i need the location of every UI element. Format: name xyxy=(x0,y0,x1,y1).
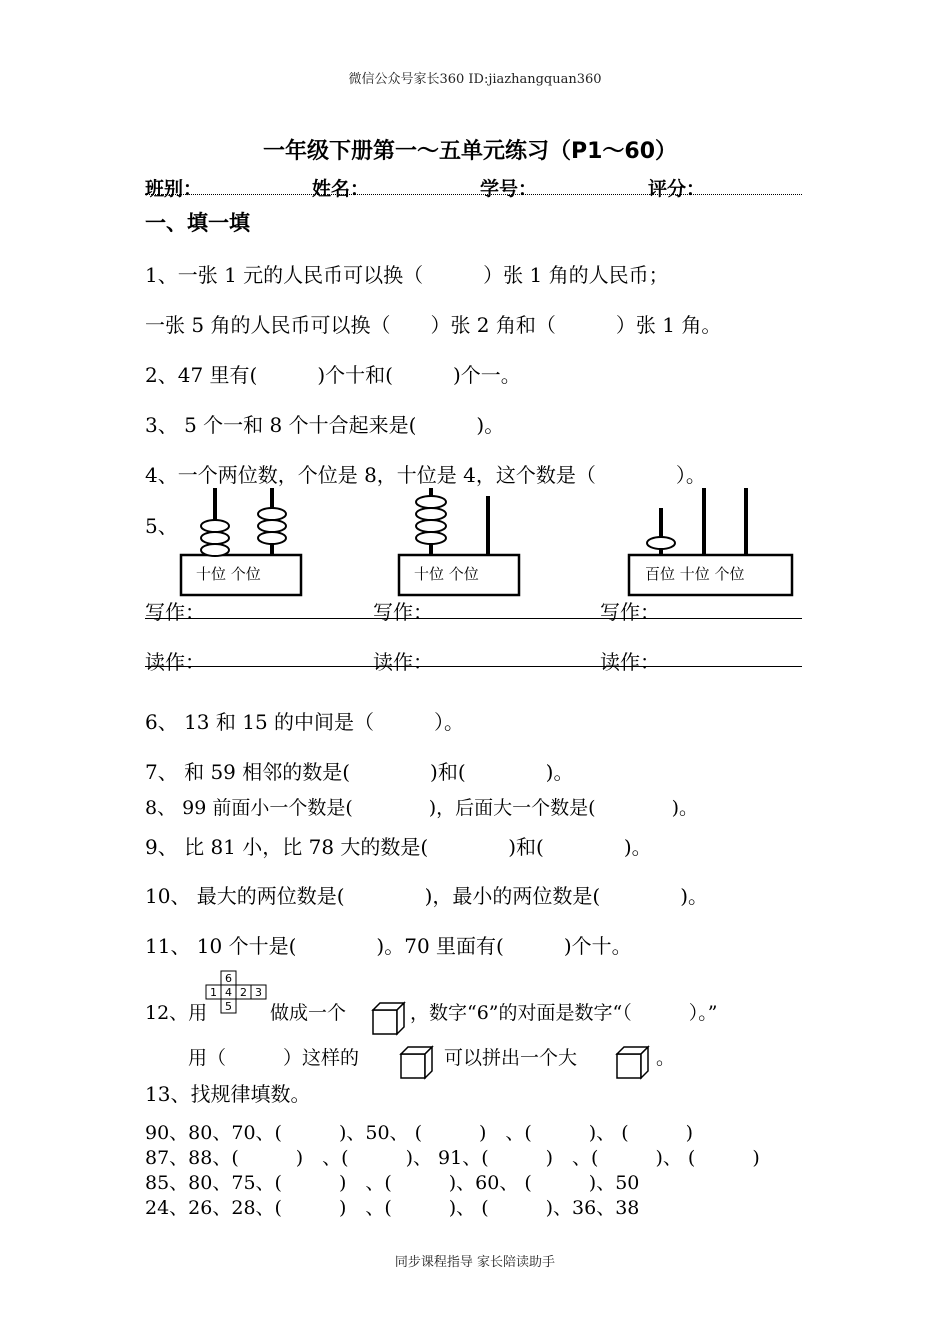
read-label-2: 读作： xyxy=(373,650,433,674)
header-underline xyxy=(145,194,802,195)
question-5-label: 5、 xyxy=(145,514,178,538)
question-4: 4、一个两位数，个位是 8，十位是 4，这个数是（ ）。 xyxy=(145,463,706,487)
abacus-1-label: 十位 个位 xyxy=(196,565,261,583)
net-digit-1: 1 xyxy=(210,986,217,999)
question-12b-part-b: 可以拼出一个大 xyxy=(444,1047,578,1069)
abacus-2-label: 十位 个位 xyxy=(414,565,479,583)
question-12-prefix: 12、用 xyxy=(145,1002,208,1024)
net-digit-4: 3 xyxy=(255,986,262,999)
write-label-2: 写作： xyxy=(373,600,433,624)
write-label-1: 写作： xyxy=(145,600,205,624)
sequence-1: 90、80、70、( )、50、 ( ) 、( )、 ( ) xyxy=(145,1122,694,1144)
read-label-3: 读作： xyxy=(600,650,660,674)
student-number-label: 学号： xyxy=(480,178,538,200)
question-10: 10、 最大的两位数是( )，最小的两位数是( )。 xyxy=(145,884,709,908)
section-heading: 一、填一填 xyxy=(145,211,250,235)
write-label-3: 写作： xyxy=(600,600,660,624)
question-8: 8、 99 前面小一个数是( )，后面大一个数是( )。 xyxy=(145,797,698,819)
watermark-bottom: 同步课程指导 家长陪读助手 xyxy=(394,1255,556,1270)
sequence-4: 24、26、28、( ) 、( )、 ( )、36、38 xyxy=(145,1197,640,1219)
sequence-3: 85、80、75、( ) 、( )、60、 ( )、50 xyxy=(145,1172,640,1194)
question-12-mid: 做成一个 xyxy=(270,1002,347,1024)
big-cube-icon xyxy=(616,1046,650,1080)
question-9: 9、 比 81 小，比 78 大的数是( )和( )。 xyxy=(145,835,652,859)
question-11: 11、 10 个十是( )。70 里面有( )个十。 xyxy=(145,934,632,958)
watermark-top: 微信公众号家长360 ID:jiazhangquan360 xyxy=(348,72,602,87)
cube-net-diagram xyxy=(205,970,267,1016)
question-7: 7、 和 59 相邻的数是( )和( )。 xyxy=(145,760,574,784)
class-field-label: 班别： xyxy=(145,178,203,200)
net-digit-2: 4 xyxy=(225,986,232,999)
question-13: 13、找规律填数。 xyxy=(145,1082,311,1106)
question-1-line-2: 一张 5 角的人民币可以换（ ）张 2 角和（ ）张 1 角。 xyxy=(145,313,722,337)
page-title: 一年级下册第一～五单元练习（P1～60） xyxy=(262,139,678,164)
sequence-2: 87、88、( ) 、( )、 91、( ) 、( )、 ( ) xyxy=(145,1147,760,1169)
question-12b-part-c: 。 xyxy=(656,1047,676,1069)
write-line xyxy=(145,618,802,619)
small-cube-icon xyxy=(400,1046,434,1080)
question-12b-part-a: 用（ ）这样的 xyxy=(188,1047,360,1069)
question-2: 2、47 里有( )个十和( )个一。 xyxy=(145,363,521,387)
score-label: 评分： xyxy=(648,178,706,200)
net-digit-3: 2 xyxy=(240,986,247,999)
name-field-label: 姓名： xyxy=(312,178,370,200)
abacus-3-label: 百位 十位 个位 xyxy=(645,565,745,583)
net-digit-top: 6 xyxy=(225,972,232,985)
net-digit-bottom: 5 xyxy=(225,1000,232,1013)
cube-icon xyxy=(372,1002,406,1036)
read-label-1: 读作： xyxy=(145,650,205,674)
question-1-line-1: 1、一张 1 元的人民币可以换（ ）张 1 角的人民币； xyxy=(145,263,669,287)
read-line xyxy=(145,666,802,667)
question-3: 3、 5 个一和 8 个十合起来是( )。 xyxy=(145,413,505,437)
question-6: 6、 13 和 15 的中间是（ ）。 xyxy=(145,710,465,734)
question-12-end: ，数字“6”的对面是数字“（ ）。” xyxy=(410,1002,718,1024)
